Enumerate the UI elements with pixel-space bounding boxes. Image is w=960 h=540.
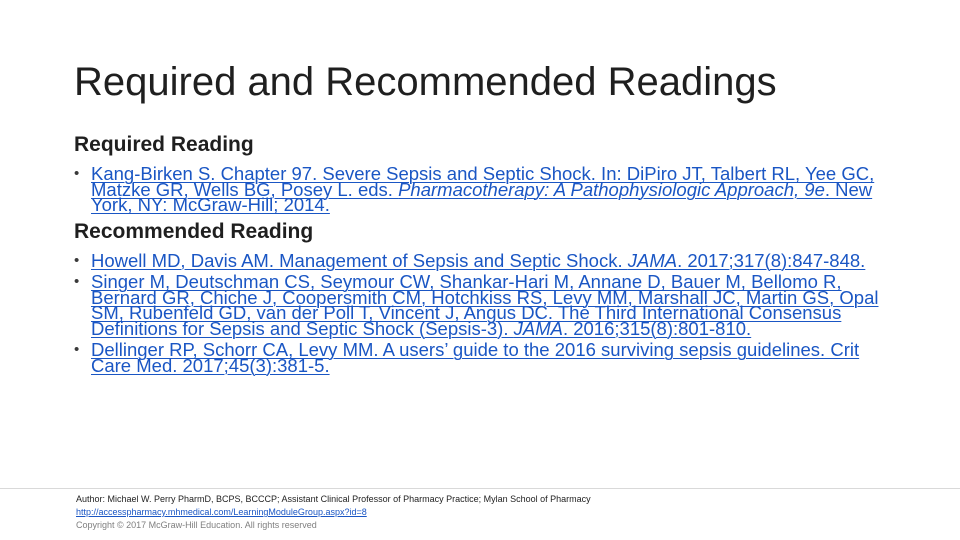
footer-author: Author: Michael W. Perry PharmD, BCPS, BCCCP; Assistant Clinical Professor of Pharmacy Practice; Mylan School of Pharmacy (76, 494, 591, 504)
reference-link[interactable] (91, 164, 881, 216)
reference-item (74, 251, 884, 272)
readings-content (74, 132, 884, 376)
reference-link[interactable] (91, 251, 881, 272)
reference-text: . 2017;317(8):847-848. (677, 249, 866, 271)
recommended-reading-list (74, 251, 884, 377)
reference-item (74, 272, 884, 339)
footer-source-link[interactable]: http://accesspharmacy.mhmedical.com/LearningModuleGroup.aspx?id=8 (76, 507, 367, 517)
bullet-marker: • (74, 165, 80, 182)
required-reading-heading: Required Reading (74, 133, 254, 156)
reference-link[interactable] (91, 272, 881, 339)
bullet-marker: • (74, 251, 80, 269)
bullet-marker: • (74, 273, 80, 290)
reference-text: Dellinger RP, Schorr CA, Levy MM. A users’ guide to the 2016 surviving sepsis guidelines. Crit Care Med. 2017;45(3):381-5. (91, 339, 860, 376)
slide-title: Required and Recommended Readings (74, 60, 777, 104)
required-reading-list (74, 164, 884, 216)
reference-item (74, 164, 884, 216)
reference-text: Howell MD, Davis AM. Management of Sepsis and Septic Shock. (91, 249, 628, 271)
reference-title-italic: Pharmacotherapy: A Pathophysiologic Approach, 9e (398, 178, 825, 200)
reference-text: . New York, NY: McGraw-Hill; 2014. (91, 178, 873, 215)
reference-title-italic: JAMA (627, 249, 678, 271)
bullet-marker: • (74, 341, 80, 358)
footer (76, 493, 591, 532)
reference-item (74, 340, 884, 376)
reference-title-italic: JAMA (513, 317, 563, 339)
footer-copyright: Copyright © 2017 McGraw-Hill Education. All rights reserved (76, 520, 317, 530)
reference-text: Singer M, Deutschman CS, Seymour CW, Shankar-Hari M, Annane D, Bauer M, Bellomo R, Bernard GR, Chiche J, Coopersmith CM, Hotchkiss RS, Levy MM, Marshall JC, Martin GS, Opal SM, Rubenfeld GD, van der Poll T, Vincent J, Angus DC. The Third International Consensus Definitions for Sepsis and Septic Shock (Sepsis-3). (91, 271, 879, 339)
footer-divider (0, 488, 960, 489)
reference-text: Kang-Birken S. Chapter 97. Severe Sepsis and Septic Shock. In: DiPiro JT, Talbert RL, Yee GC, Matzke GR, Wells BG, Posey L. eds. (91, 163, 875, 200)
reference-text: . 2016;315(8):801-810. (562, 317, 752, 339)
recommended-reading-heading: Recommended Reading (74, 219, 314, 243)
reference-link[interactable] (91, 340, 881, 376)
